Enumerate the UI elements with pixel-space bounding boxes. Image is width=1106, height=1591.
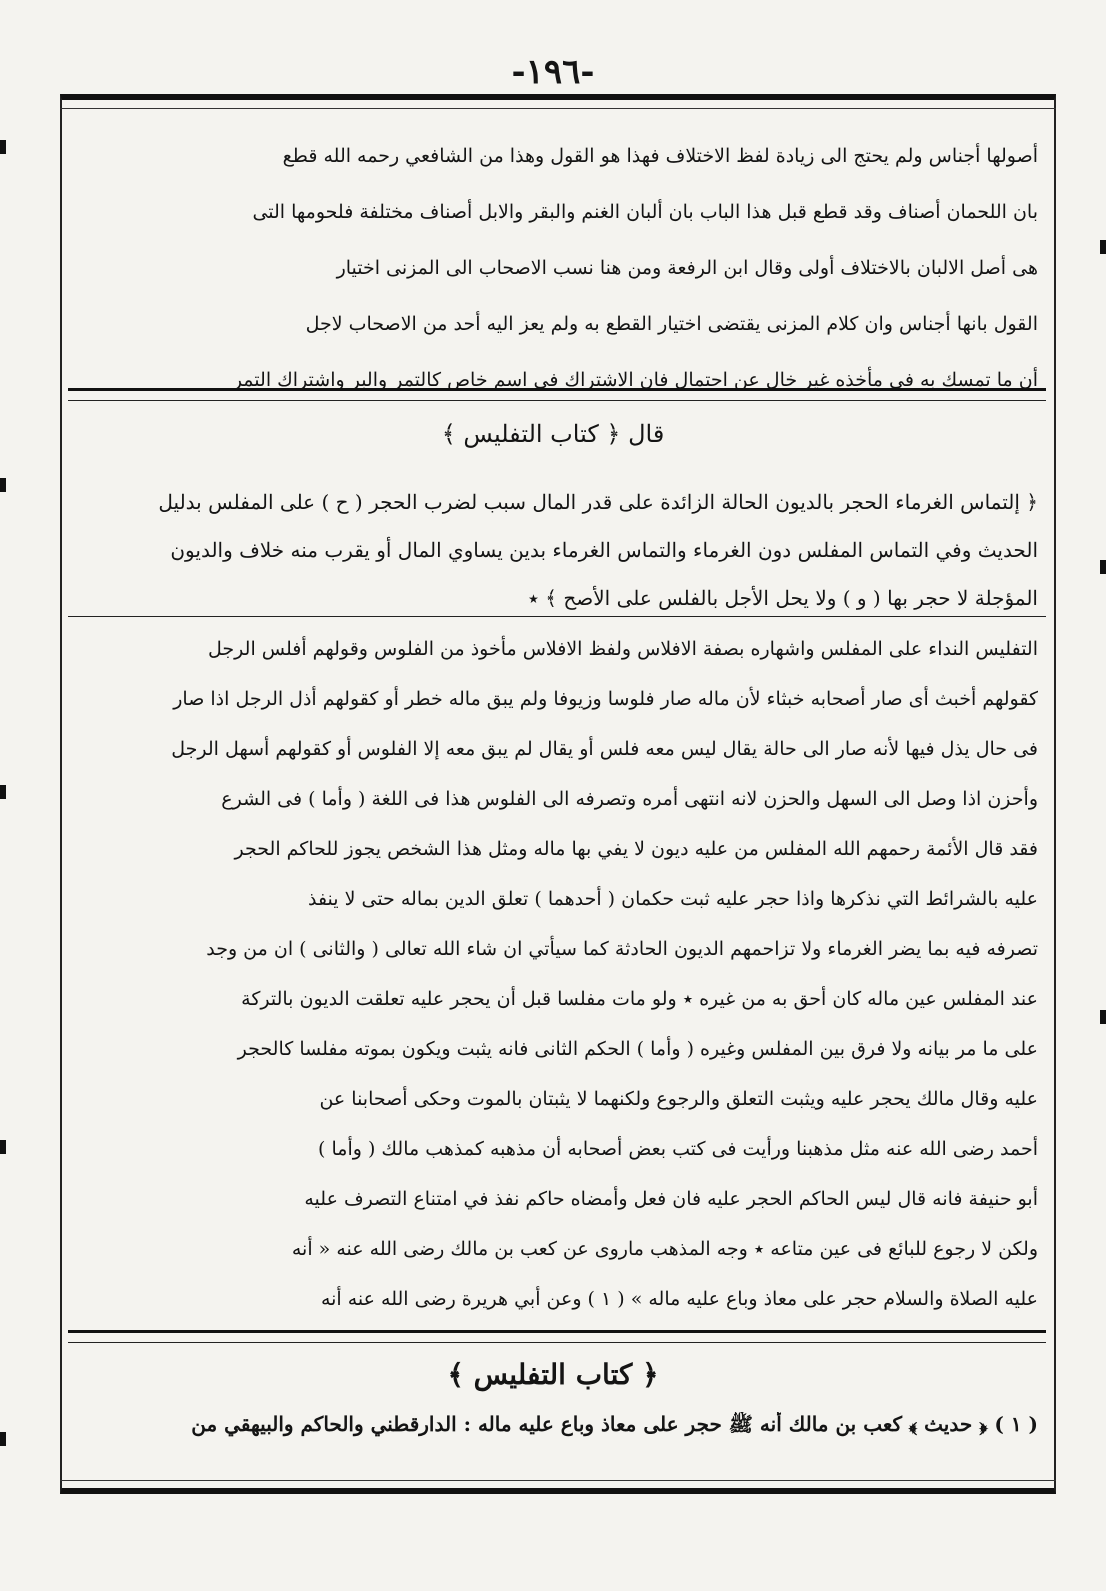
margin-mark: [1100, 560, 1106, 574]
text-line: هى أصل الالبان بالاختلاف أولى وقال ابن الرفعة ومن هنا نسب الاصحاب الى المزنى اختيار: [336, 257, 1038, 279]
margin-mark: [0, 140, 6, 154]
text-line: على ما مر بيانه ولا فرق بين المفلس وغيره ( وأما ) الحكم الثانى فانه يثبت ويكون بموته مفلسا كالحجر: [237, 1038, 1038, 1060]
top-text-block: [78, 128, 1038, 408]
section-divider-thin: [68, 400, 1046, 401]
text-line: المؤجلة لا حجر بها ( و ) ولا يحل الأجل بالفلس على الأصح ﴾ ٭: [528, 586, 1038, 610]
margin-mark: [0, 478, 6, 492]
text-line: ﴿ إلتماس الغرماء الحجر بالديون الحالة الزائدة على قدر المال سبب لضرب الحجر ( ح ) على المفلس بدليل: [158, 490, 1038, 514]
main-text-block: [78, 478, 1038, 622]
text-line: القول بانها أجناس وان كلام المزنى يقتضى اختيار القطع به ولم يعز اليه أحد من الاصحاب لاجل: [305, 313, 1038, 335]
footnote-text: ( ١ ) ﴿ حديث ﴾ كعب بن مالك أنه ﷺ حجر على معاذ وباع عليه ماله : الدارقطني والحاكم والبيهقي من: [191, 1412, 1038, 1436]
text-line: أن ما تمسك به فى مأخذه غير خال عن احتمال فان الاشتراك فى اسم خاص كالتمر والبر واشتراك التمر: [232, 369, 1038, 391]
footnote-divider-thin: [68, 1342, 1046, 1343]
text-line: التفليس النداء على المفلس واشهاره بصفة الافلاس ولفظ الافلاس مأخوذ من الفلوس وقولهم أفلس الرجل: [208, 638, 1038, 660]
commentary-block: [78, 624, 1038, 1324]
text-line: عليه الصلاة والسلام حجر على معاذ وباع عليه ماله » ( ١ ) وعن أبي هريرة رضى الله عنه أنه: [320, 1288, 1038, 1310]
footnote-divider-thick: [68, 1330, 1046, 1333]
margin-mark: [1100, 1010, 1106, 1024]
text-line: فى حال يذل فيها لأنه صار الى حالة يقال ليس معه فلس أو يقال لم يبق معه إلا الفلوس أو كقولهم أسهل الرجل: [171, 738, 1038, 760]
text-line: أبو حنيفة فانه قال ليس الحاكم الحجر عليه فان فعل وأمضاه حاكم نفذ في امتناع التصرف عليه: [304, 1188, 1038, 1210]
text-line: بان اللحمان أصناف وقد قطع قبل هذا الباب بان ألبان الغنم والبقر والابل أصناف مختلفة فلحومها التى: [252, 201, 1038, 223]
page-number: -١٩٦-: [511, 52, 595, 92]
text-line: أحمد رضى الله عنه مثل مذهبنا ورأيت فى كتب بعض أصحابه أن مذهبه كمذهب مالك ( وأما ): [318, 1138, 1038, 1160]
margin-mark: [0, 1432, 6, 1446]
frame-inner-bottom-rule: [60, 1480, 1056, 1482]
section-divider-thick: [68, 388, 1046, 391]
margin-mark: [0, 785, 6, 799]
text-line: كقولهم أخبث أى صار أصحابه خبثاء لأن ماله صار فلوسا وزيوفا ولم يبق ماله خطر أو كقولهم أذل الرجل اذا صار: [173, 688, 1038, 710]
frame-inner-top-rule: [60, 108, 1056, 110]
text-line: عند المفلس عين ماله كان أحق به من غيره ٭ ولو مات مفلسا قبل أن يحجر عليه تعلقت الديون بالتركة: [241, 988, 1038, 1010]
text-line: فقد قال الأئمة رحمهم الله المفلس من عليه ديون لا يفي بها ماله ومثل هذا الشخص يجوز للحاكم الحجر: [234, 838, 1038, 860]
text-line: عليه بالشرائط التي نذكرها واذا حجر عليه ثبت حكمان ( أحدهما ) تعلق الدين بماله حتى لا ينفذ: [307, 888, 1038, 910]
text-line: الحديث وفي التماس المفلس دون الغرماء والتماس الغرماء بدين يساوي المال أو يقرب منه خلاف والديون: [170, 538, 1038, 562]
margin-mark: [1100, 240, 1106, 254]
section-title: قال ﴿ كتاب التفليس ﴾: [441, 420, 665, 448]
text-line: عليه وقال مالك يحجر عليه ويثبت التعلق والرجوع ولكنهما لا يثبتان بالموت وحكى أصحابنا عن: [319, 1088, 1038, 1110]
text-line: ولكن لا رجوع للبائع فى عين متاعه ٭ وجه المذهب ماروى عن كعب بن مالك رضى الله عنه « أنه: [291, 1238, 1038, 1260]
margin-mark: [0, 1140, 6, 1154]
text-line: تصرفه فيه بما يضر الغرماء ولا تزاحمهم الديون الحادثة كما سيأتي ان شاء الله تعالى ( والثانى ) ان من وجد: [206, 938, 1038, 960]
text-line: أصولها أجناس ولم يحتج الى زيادة لفظ الاختلاف فهذا هو القول وهذا من الشافعي رحمه الله قطع: [282, 145, 1038, 167]
footnote-title: ﴿ كتاب التفليس ﴾: [447, 1358, 659, 1391]
text-line: وأحزن اذا وصل الى السهل والحزن لانه انتهى أمره وتصرفه الى الفلوس هذا فى اللغة ( وأما ) فى الشرع: [221, 788, 1038, 810]
main-divider: [68, 616, 1046, 617]
